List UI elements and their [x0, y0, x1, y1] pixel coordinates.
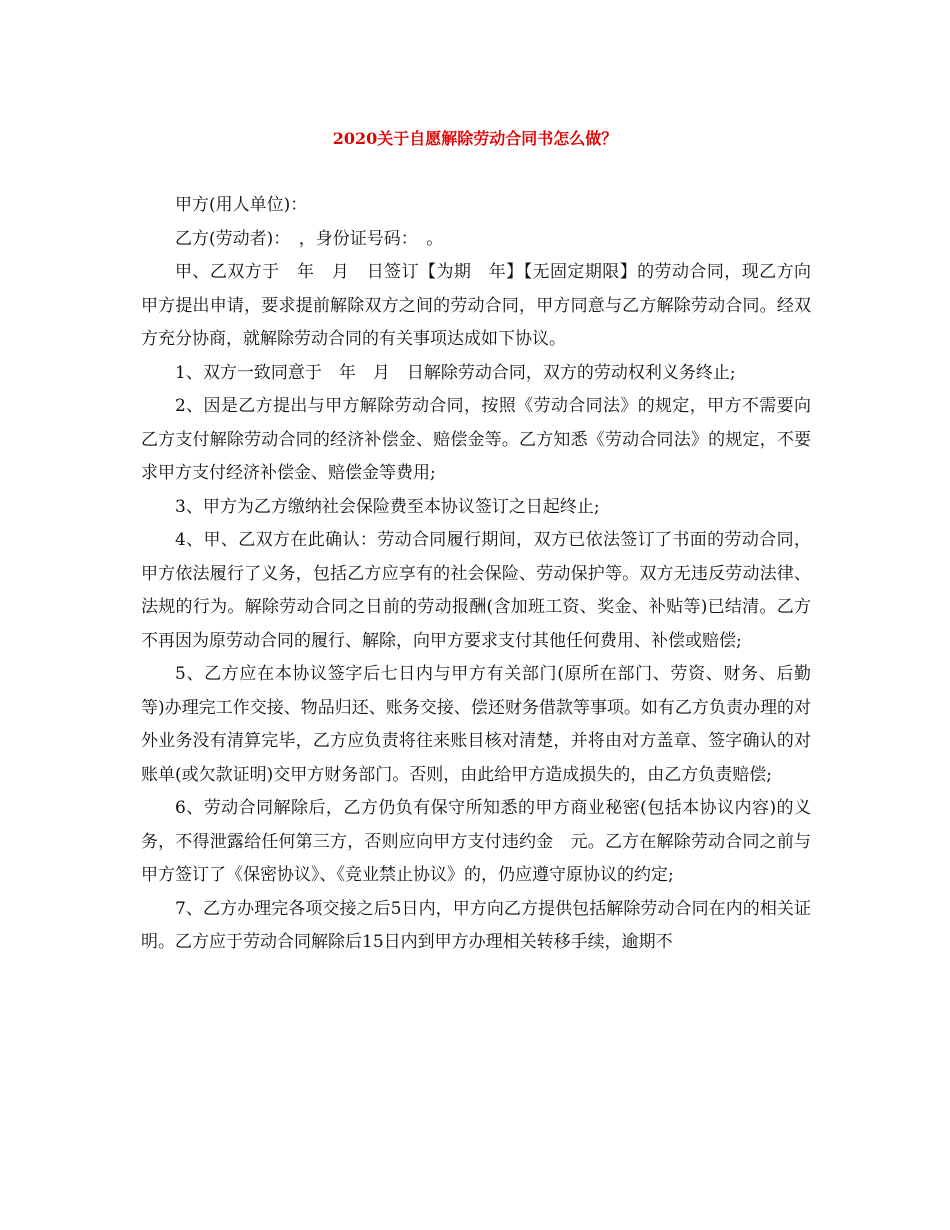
paragraph-clause-3: 3、甲方为乙方缴纳社会保险费至本协议签订之日起终止;	[175, 496, 600, 517]
paragraph-party-a: 甲方(用人单位)：	[175, 195, 308, 215]
document-title: 2020关于自愿解除劳动合同书怎么做？	[332, 129, 618, 148]
paragraph-clause-5: 5、乙方应在本协议签字后七日内与甲方有关部门(原所在部门、劳资、财务、后勤等)办理完工作交接、物品归还、账务交接、偿还财务借款等事项。如有乙方负责办理的对外业务没有清算完毕，乙方应负责将往来账目核对清楚，并将由对方盖章、签字确认的对账单(或欠款证明)交甲方财务部门。否则，由此给甲方造成损失的，由乙方负责赔偿;	[141, 664, 811, 785]
paragraph-clause-6: 6、劳动合同解除后，乙方仍负有保守所知悉的甲方商业秘密(包括本协议内容)的义务，不得泄露给任何第三方，否则应向甲方支付违约金 元。乙方在解除劳动合同之前与甲方签订了《保密协议》、《竞业禁止协议》的，仍应遵守原协议的约定;	[141, 798, 811, 885]
paragraph-preamble: 甲、乙双方于 年 月 日签订【为期 年】【无固定期限】的劳动合同，现乙方向甲方提出申请，要求提前解除双方之间的劳动合同，甲方同意与乙方解除劳动合同。经双方充分协商，就解除劳动合同的有关事项达成如下协议。	[141, 262, 811, 349]
paragraph-clause-1: 1、双方一致同意于 年 月 日解除劳动合同，双方的劳动权利义务终止;	[175, 362, 736, 383]
paragraph-clause-7: 7、乙方办理完各项交接之后5日内，甲方向乙方提供包括解除劳动合同在内的相关证明。乙方应于劳动合同解除后15日内到甲方办理相关转移手续，逾期不	[141, 898, 811, 952]
document-body	[141, 189, 811, 960]
paragraph-party-b: 乙方(劳动者)： ，身份证号码： 。	[175, 228, 444, 249]
paragraph-clause-2: 2、因是乙方提出与甲方解除劳动合同，按照《劳动合同法》的规定，甲方不需要向乙方支付解除劳动合同的经济补偿金、赔偿金等。乙方知悉《劳动合同法》的规定，不要求甲方支付经济补偿金、赔偿金等费用;	[141, 396, 811, 483]
paragraph-clause-4: 4、甲、乙双方在此确认：劳动合同履行期间，双方已依法签订了书面的劳动合同，甲方依法履行了义务，包括乙方应享有的社会保险、劳动保护等。双方无违反劳动法律、法规的行为。解除劳动合同之日前的劳动报酬(含加班工资、奖金、补贴等)已结清。乙方不再因为原劳动合同的履行、解除，向甲方要求支付其他任何费用、补偿或赔偿;	[141, 530, 811, 651]
